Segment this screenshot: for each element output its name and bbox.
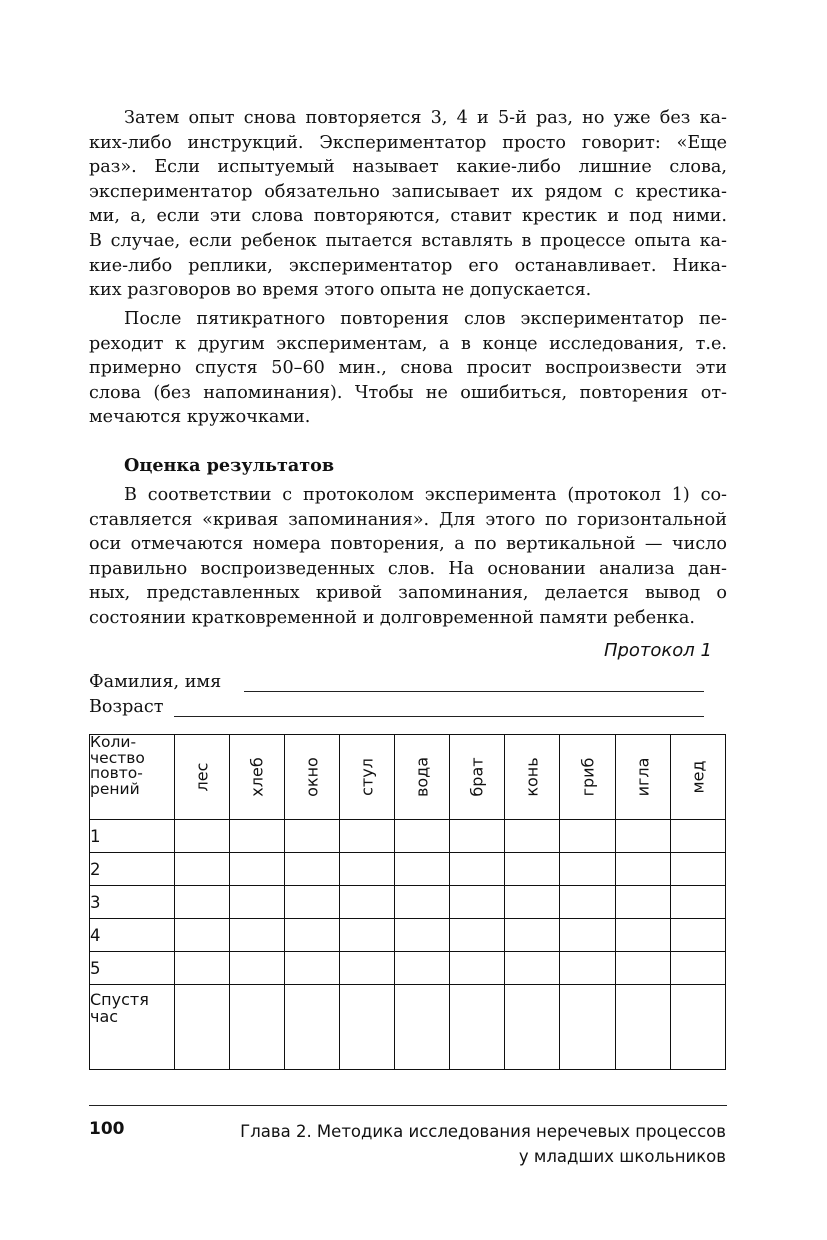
corner-header: Коли- чество повто- рений — [90, 735, 175, 820]
footer-rule — [89, 1105, 727, 1106]
table-cell — [229, 820, 284, 853]
row-label: 4 — [90, 919, 175, 952]
table-cell — [560, 820, 615, 853]
table-cell — [284, 820, 339, 853]
table-header-row — [90, 735, 726, 820]
table-row — [90, 820, 726, 853]
table-cell — [505, 919, 560, 952]
name-label: Фамилия, имя — [89, 672, 222, 692]
table-cell — [505, 886, 560, 919]
table-cell — [339, 952, 394, 985]
table-cell — [339, 853, 394, 886]
table-cell — [450, 886, 505, 919]
word-header: хлеб — [229, 735, 284, 820]
row-label: 3 — [90, 886, 175, 919]
word-header: мед — [670, 735, 725, 820]
table-cell — [174, 886, 229, 919]
running-title: Глава 2. Методика исследования неречевых процессов у младших школьников — [240, 1122, 726, 1166]
table-cell — [560, 853, 615, 886]
table-cell — [174, 985, 229, 1070]
word-header: игла — [615, 735, 670, 820]
section-heading: Оценка результатов — [124, 455, 335, 476]
age-line — [174, 716, 704, 717]
table-cell — [670, 952, 725, 985]
table-cell — [615, 853, 670, 886]
name-line — [244, 691, 704, 692]
age-label: Возраст — [89, 697, 164, 717]
table-cell — [339, 985, 394, 1070]
row-label: 5 — [90, 952, 175, 985]
name-field — [89, 672, 727, 696]
table-cell — [450, 820, 505, 853]
table-cell — [560, 886, 615, 919]
table-cell — [615, 919, 670, 952]
word-header: вода — [395, 735, 450, 820]
table-cell — [395, 886, 450, 919]
table-cell — [560, 985, 615, 1070]
protocol-label: Протокол 1 — [603, 640, 712, 661]
table-cell — [670, 919, 725, 952]
table-cell — [615, 820, 670, 853]
table-cell — [174, 952, 229, 985]
table-cell — [670, 853, 725, 886]
table-cell — [615, 952, 670, 985]
table-cell — [450, 919, 505, 952]
table-cell — [505, 853, 560, 886]
table-cell — [560, 919, 615, 952]
table-cell — [670, 985, 725, 1070]
table-row — [90, 853, 726, 886]
row-label: 1 — [90, 820, 175, 853]
table-cell — [395, 919, 450, 952]
table-row — [90, 985, 726, 1070]
table-cell — [284, 952, 339, 985]
table-cell — [395, 952, 450, 985]
table-cell — [395, 985, 450, 1070]
table-cell — [339, 886, 394, 919]
paragraph-3: В соответствии с протоколом эксперимента (протокол 1) со- ставляется «кривая запоминания». Для этого по горизонтальной оси отмечаются номера повторения, а по вертикальной — число правильно воспроизведенных слов. На основании анализа дан- ных, представленных кривой запоминания, делается вывод о состоянии кратковременной и долговременной памяти ребенка. — [89, 485, 727, 628]
page-number: 100 — [89, 1119, 125, 1139]
table-cell — [505, 820, 560, 853]
table-cell — [284, 886, 339, 919]
word-header: конь — [505, 735, 560, 820]
word-header: гриб — [560, 735, 615, 820]
paragraph-1: Затем опыт снова повторяется 3, 4 и 5-й раз, но уже без ка- ких-либо инструкций. Экспериментатор просто говорит: «Еще раз». Если испытуемый называет какие-либо лишние слова, экспериментатор обязательно записывает их рядом с крестика- ми, а, если эти слова повторяются, ставит крестик и под ними. В случае, если ребенок пытается вставлять в процессе опыта ка- кие-либо реплики, экспериментатор его останавливает. Ника- ких разговоров во время этого опыта не допускается. — [89, 108, 727, 301]
word-header: стул — [339, 735, 394, 820]
table-cell — [229, 952, 284, 985]
paragraph-2: После пятикратного повторения слов экспериментатор пе- реходит к другим экспериментам, а в конце исследования, т.е. примерно спустя 50–60 мин., снова просит воспроизвести эти слова (без напоминания). Чтобы не ошибиться, повторения от- мечаются кружочками. — [89, 309, 727, 428]
age-field — [89, 697, 727, 721]
row-label: 2 — [90, 853, 175, 886]
table-cell — [670, 820, 725, 853]
table-row — [90, 919, 726, 952]
table-cell — [339, 820, 394, 853]
table-row — [90, 952, 726, 985]
table-cell — [450, 853, 505, 886]
table-cell — [395, 820, 450, 853]
table-cell — [174, 853, 229, 886]
table-row — [90, 886, 726, 919]
word-header: брат — [450, 735, 505, 820]
table-cell — [284, 853, 339, 886]
table-cell — [560, 952, 615, 985]
table-cell — [174, 820, 229, 853]
table-cell — [670, 886, 725, 919]
table-cell — [615, 985, 670, 1070]
table-cell — [450, 952, 505, 985]
table-cell — [450, 985, 505, 1070]
word-header: окно — [284, 735, 339, 820]
table-cell — [395, 853, 450, 886]
table-cell — [229, 919, 284, 952]
protocol-table — [89, 734, 726, 1070]
table-cell — [505, 952, 560, 985]
table-cell — [229, 853, 284, 886]
table-cell — [229, 886, 284, 919]
table-cell — [174, 919, 229, 952]
table-cell — [284, 919, 339, 952]
table-cell — [284, 985, 339, 1070]
row-label: Спустя час — [90, 985, 175, 1070]
word-header: лес — [174, 735, 229, 820]
table-cell — [615, 886, 670, 919]
table-cell — [339, 919, 394, 952]
table-cell — [505, 985, 560, 1070]
table-cell — [229, 985, 284, 1070]
